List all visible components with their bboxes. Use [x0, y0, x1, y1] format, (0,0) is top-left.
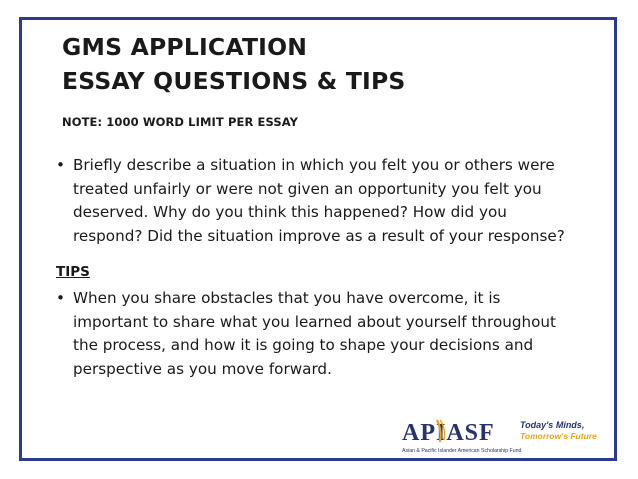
logo-wordmark: APIASF: [402, 420, 495, 446]
question-line: deserved. Why do you think this happened? How did you: [73, 203, 507, 221]
tip-bullet: [56, 287, 601, 381]
tip-line: perspective as you move forward.: [73, 359, 332, 378]
tips-heading: TIPS: [56, 264, 90, 280]
logo-tagline-2: Tomorrow's Future: [520, 431, 597, 441]
slide-title: [62, 30, 406, 98]
bullet-icon: •: [56, 156, 65, 174]
word-limit-note: NOTE: 1000 WORD LIMIT PER ESSAY: [62, 115, 299, 129]
question-line: Briefly describe a situation in which you felt you or others were: [73, 156, 555, 174]
question-line: respond? Did the situation improve as a result of your response?: [73, 226, 565, 245]
tip-line: When you share obstacles that you have overcome, it is: [73, 289, 501, 307]
tip-line: the process, and how it is going to shape your decisions and: [73, 336, 534, 354]
logo-full-name: Asian & Pacific Islander American Scholarship Fund: [402, 448, 522, 454]
logo-tagline-1: Today's Minds,: [520, 420, 585, 430]
title-line-2: ESSAY QUESTIONS & TIPS: [62, 67, 406, 95]
essay-question-bullet: [56, 154, 601, 248]
tip-line: important to share what you learned about yourself throughout: [73, 312, 557, 331]
apiasf-logo: [400, 414, 600, 456]
question-line: treated unfairly or were not given an opportunity you felt you: [73, 179, 542, 198]
bullet-icon: •: [56, 289, 65, 307]
title-line-1: GMS APPLICATION: [62, 33, 308, 61]
